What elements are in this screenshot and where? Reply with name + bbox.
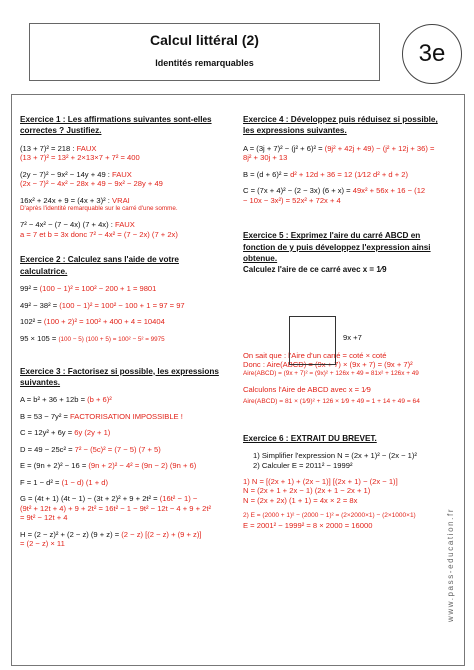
ex5-title-2: fonction de y puis développez l'expression ainsi xyxy=(243,242,431,252)
ex1-item-a: (13 + 7)² = 218 : FAUX xyxy=(20,143,97,153)
page-subtitle: Identités remarquables xyxy=(155,58,254,68)
ex6-title: Exercice 6 : EXTRAIT DU BREVET. xyxy=(243,433,377,443)
ex3-item-b: B = 53 − 7y² = FACTORISATION IMPOSSIBLE ! xyxy=(20,411,183,421)
ex3-answer-h: = (2 − z) × 11 xyxy=(20,539,65,549)
ex3-item-h: H = (2 − z)² + (2 − z) (9 + z) = (2 − z) [(2 − z) + (9 + z)] xyxy=(20,529,202,539)
ex2-item-a: 99² = (100 − 1)² = 100² − 200 + 1 = 9801 xyxy=(20,284,157,294)
ex6-answer-4: 2) E = (2000 + 1)² − (2000 − 1)² = (2×2000×1) − (2×1000×1) xyxy=(243,512,416,520)
ex3-answer-g-2: = 9t² − 12t + 4 xyxy=(20,513,68,523)
ex3-answer-g: (9t² + 12t + 4) + 9 + 2t² = 16t² − 1 − 9t² − 12t − 4 + 9 + 2t² xyxy=(20,503,212,513)
ex6-answer-5: E = 2001² − 1999² = 8 × 2000 = 16000 xyxy=(243,520,373,530)
ex5-question: Calculez l'aire de ce carré avec x = 1⁄9 xyxy=(243,264,387,274)
ex6-answer-1: 1) N = [(2x + 1) + (2x − 1)] [(2x + 1) − (2x − 1)] xyxy=(243,476,398,486)
exercise-5 xyxy=(243,230,448,406)
ex5-answer-2: Donc : Aire(ABCD) = (9x + 7) × (9x + 7) = (9x + 7)² xyxy=(243,360,413,370)
ex2-item-d: 95 × 105 = (100 − 5) (100 + 5) = 100² − 5² = 9975 xyxy=(20,333,165,343)
ex4-item-b: B = (d + 6)² = d² + 12d + 36 = 12 (1⁄12 d² + d + 2) xyxy=(243,169,409,179)
ex5-title-3: obtenue. xyxy=(243,254,278,264)
ex5-answer-4: Calculons l'Aire de ABCD avec x = 1⁄9 xyxy=(243,384,371,394)
ex3-title-2: suivantes. xyxy=(20,377,61,387)
ex1-item-d: 7² − 4x² − (7 − 4x) (7 + 4x) : FAUX xyxy=(20,220,135,230)
ex5-answer-5: Aire(ABCD) = 81 × (1⁄9)² + 126 × 1⁄9 + 49 = 1 + 14 + 49 = 64 xyxy=(243,398,420,406)
ex3-item-d: D = 49 − 25c² = 7² − (5c)² = (7 − 5) (7 + 5) xyxy=(20,444,161,454)
page-title: Calcul littéral (2) xyxy=(150,32,259,48)
ex4-title-2: les expressions suivantes. xyxy=(243,126,347,136)
ex3-item-f: F = 1 − d² = (1 − d) (1 + d) xyxy=(20,477,109,487)
title-box xyxy=(29,23,380,81)
exercise-2 xyxy=(20,254,234,343)
ex6-answer-2: N = (2x + 1 + 2x − 1) (2x + 1 − 2x + 1) xyxy=(243,486,371,496)
exercise-1 xyxy=(20,114,234,239)
ex2-title: Exercice 2 : Calculez sans l'aide de votre xyxy=(20,255,179,265)
ex1-answer-c: D'après l'identité remarquable sur le carré d'une somme. xyxy=(20,205,178,213)
ex3-item-c: C = 12y² + 6y = 6y (2y + 1) xyxy=(20,428,111,438)
ex6-question-1: 1) Simplifier l'expression N = (2x + 1)² − (2x − 1)² xyxy=(253,451,417,461)
ex1-title: Exercice 1 : Les affirmations suivantes sont-elles xyxy=(20,115,212,124)
ex6-answer-3: N = (2x + 2x) (1 + 1) = 4x × 2 = 8x xyxy=(243,495,358,505)
ex4-item-a: A = (3j + 7)² − (j² + 6)² = (9j² + 42j + 49) − (j² + 12j + 36) = xyxy=(243,143,435,153)
ex3-item-a: A = b² + 36 + 12b = (b + 6)² xyxy=(20,395,112,405)
ex4-title: Exercice 4 : Développez puis réduisez si possible, xyxy=(243,115,438,124)
ex6-question-2: 2) Calculer E = 2011² − 1999² xyxy=(253,460,353,470)
exercise-3 xyxy=(20,366,234,549)
ex4-item-c: C = (7x + 4)² − (2 − 3x) (6 + x) = 49x² + 56x + 16 − (12 xyxy=(243,186,426,196)
grade-badge: 3e xyxy=(402,24,462,84)
ex2-item-b: 49² − 38² = (100 − 1)² = 100² − 100 + 1 = 97 = 97 xyxy=(20,300,185,310)
ex1-answer-a: (13 + 7)² = 13² + 2×13×7 + 7² = 400 xyxy=(20,153,140,163)
ex1-answer-d: a = 7 et b = 3x donc 7² − 4x² = (7 − 2x) (7 + 2x) xyxy=(20,229,178,239)
site-watermark: www.pass-education.fr xyxy=(446,507,455,623)
exercise-4 xyxy=(243,114,448,205)
ex1-answer-b: (2x − 7)² − 4x² − 28x + 49 − 9x² − 28y + 49 xyxy=(20,179,163,189)
ex2-title-2: calculatrice. xyxy=(20,266,68,276)
ex4-answer-c: − 10x − 3x²) = 52x² + 72x + 4 xyxy=(243,195,341,205)
exercise-6 xyxy=(243,433,448,531)
ex1-item-b: (2y − 7)² − 9x² − 14y + 49 : FAUX xyxy=(20,169,132,179)
right-column xyxy=(243,114,448,530)
ex4-answer-a: 8j² + 30j + 13 xyxy=(243,153,288,163)
ex5-title: Exercice 5 : Exprimez l'aire du carré ABCD en xyxy=(243,231,421,241)
ex1-item-c: 16x² + 24x + 9 = (4x + 3)² : VRAI xyxy=(20,195,130,205)
square-side-label: 9x +7 xyxy=(343,333,362,342)
ex3-title: Exercice 3 : Factorisez si possible, les expressions xyxy=(20,366,219,376)
ex2-item-c: 102² = (100 + 2)² = 100² + 400 + 4 = 10404 xyxy=(20,317,165,327)
left-column xyxy=(20,114,234,549)
ex3-item-e: E = (9n + 2)² − 16 = (9n + 2)² − 4² = (9n − 2) (9n + 6) xyxy=(20,461,197,471)
ex1-title-2: correctes ? Justifiez. xyxy=(20,126,102,136)
ex3-item-g: G = (4t + 1) (4t − 1) − (3t + 2)² + 9 + 2t² = (16t² − 1) − xyxy=(20,494,198,504)
ex5-answer-1: On sait que : l'Aire d'un carré = coté × coté xyxy=(243,350,387,360)
square-abcd xyxy=(289,316,336,365)
ex5-answer-3: Aire(ABCD) = (9x + 7)² = (9x)² + 126x + 49 = 81x² + 126x + 49 xyxy=(243,369,419,377)
